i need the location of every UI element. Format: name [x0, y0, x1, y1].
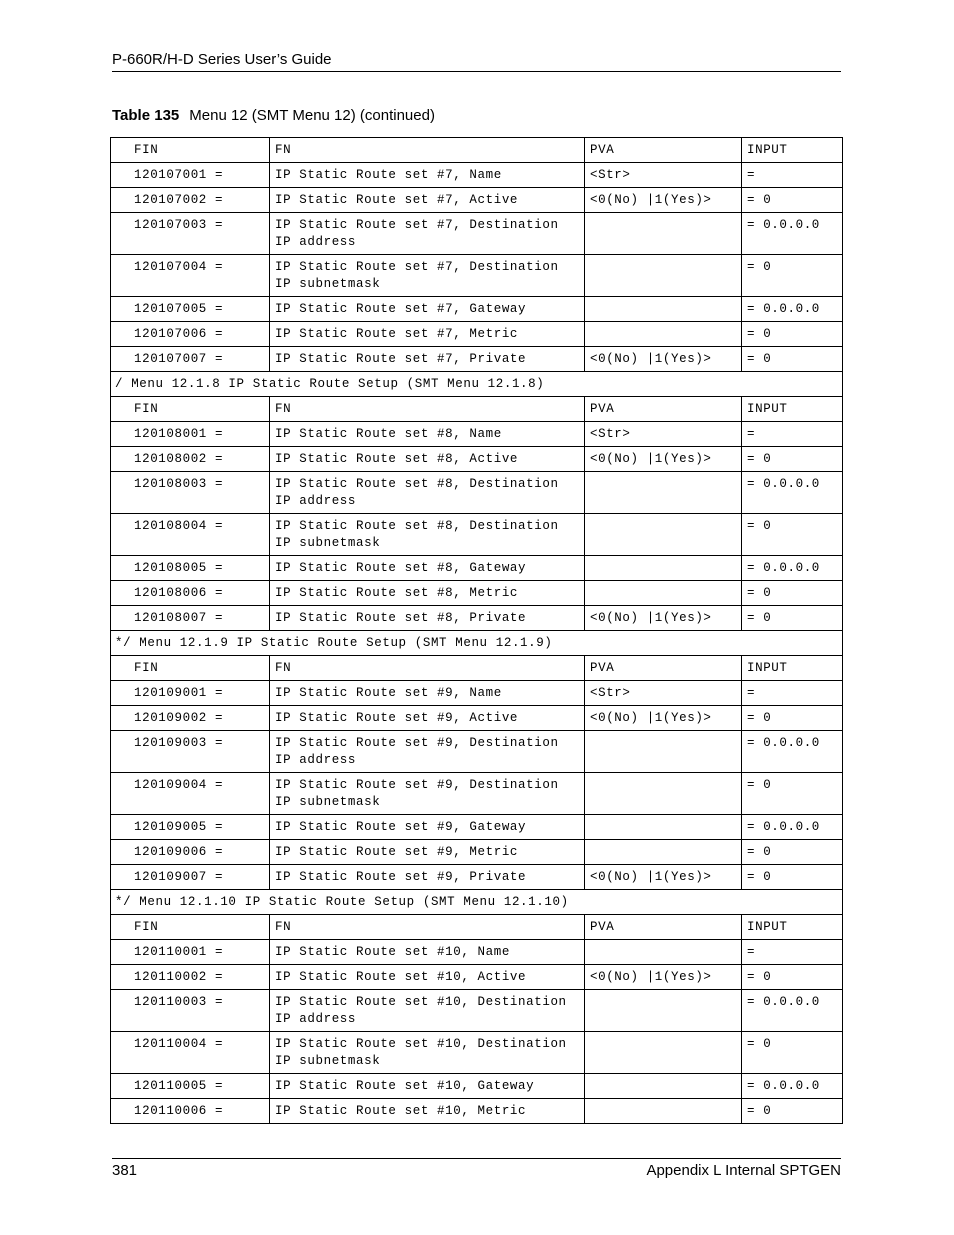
cell-input: = 0.0.0.0 — [742, 472, 843, 514]
cell-fn: IP Static Route set #8, Destination IP address — [270, 472, 585, 514]
cell-pva — [585, 840, 742, 865]
header-cell-input: INPUT — [742, 397, 843, 422]
cell-fin: 120108003 = — [111, 472, 270, 514]
header-cell-pva: PVA — [585, 656, 742, 681]
cell-fin: 120107007 = — [111, 347, 270, 372]
table-row — [111, 773, 843, 815]
cell-pva — [585, 322, 742, 347]
header-divider — [112, 71, 841, 72]
cell-fn: IP Static Route set #10, Metric — [270, 1099, 585, 1124]
cell-fn: IP Static Route set #9, Active — [270, 706, 585, 731]
header-cell-fin: FIN — [111, 656, 270, 681]
cell-input: = 0 — [742, 1032, 843, 1074]
cell-pva — [585, 514, 742, 556]
header-cell-fn: FN — [270, 138, 585, 163]
table-row — [111, 188, 843, 213]
table-row — [111, 297, 843, 322]
cell-input: = 0.0.0.0 — [742, 815, 843, 840]
table-row — [111, 731, 843, 773]
cell-pva — [585, 255, 742, 297]
cell-input: = — [742, 422, 843, 447]
cell-fn: IP Static Route set #9, Private — [270, 865, 585, 890]
cell-fin: 120110001 = — [111, 940, 270, 965]
section-title-cell: */ Menu 12.1.10 IP Static Route Setup (SMT Menu 12.1.10) — [111, 890, 843, 915]
cell-fin: 120107004 = — [111, 255, 270, 297]
section-row — [111, 372, 843, 397]
table-row — [111, 556, 843, 581]
cell-pva: <0(No) |1(Yes)> — [585, 606, 742, 631]
cell-pva: <0(No) |1(Yes)> — [585, 347, 742, 372]
cell-input: = 0.0.0.0 — [742, 731, 843, 773]
section-title-cell: */ Menu 12.1.9 IP Static Route Setup (SMT Menu 12.1.9) — [111, 631, 843, 656]
cell-input: = 0.0.0.0 — [742, 297, 843, 322]
table-row — [111, 706, 843, 731]
cell-fin: 120108006 = — [111, 581, 270, 606]
cell-fn: IP Static Route set #10, Gateway — [270, 1074, 585, 1099]
cell-fin: 120107001 = — [111, 163, 270, 188]
cell-fn: IP Static Route set #7, Active — [270, 188, 585, 213]
cell-fin: 120109004 = — [111, 773, 270, 815]
cell-pva: <Str> — [585, 163, 742, 188]
cell-input: = 0.0.0.0 — [742, 1074, 843, 1099]
column-header-row — [111, 397, 843, 422]
header-cell-fn: FN — [270, 397, 585, 422]
cell-pva: <Str> — [585, 422, 742, 447]
table-row — [111, 347, 843, 372]
cell-fn: IP Static Route set #9, Name — [270, 681, 585, 706]
table-row — [111, 322, 843, 347]
cell-input: = 0 — [742, 840, 843, 865]
cell-pva — [585, 990, 742, 1032]
cell-input: = 0.0.0.0 — [742, 990, 843, 1032]
cell-fn: IP Static Route set #10, Name — [270, 940, 585, 965]
cell-input: = — [742, 163, 843, 188]
cell-fn: IP Static Route set #7, Gateway — [270, 297, 585, 322]
cell-fn: IP Static Route set #7, Metric — [270, 322, 585, 347]
table-row — [111, 840, 843, 865]
cell-fin: 120110006 = — [111, 1099, 270, 1124]
cell-fin: 120109001 = — [111, 681, 270, 706]
cell-fin: 120108001 = — [111, 422, 270, 447]
table-caption-label: Table 135 — [112, 107, 180, 124]
cell-fn: IP Static Route set #8, Gateway — [270, 556, 585, 581]
cell-fn: IP Static Route set #9, Destination IP address — [270, 731, 585, 773]
header-cell-fin: FIN — [111, 397, 270, 422]
header-cell-pva: PVA — [585, 138, 742, 163]
cell-fn: IP Static Route set #8, Private — [270, 606, 585, 631]
table-row — [111, 163, 843, 188]
cell-pva: <Str> — [585, 681, 742, 706]
cell-fn: IP Static Route set #10, Destination IP subnetmask — [270, 1032, 585, 1074]
table-row — [111, 213, 843, 255]
section-row — [111, 890, 843, 915]
header-cell-pva: PVA — [585, 915, 742, 940]
cell-pva — [585, 213, 742, 255]
cell-input: = 0 — [742, 447, 843, 472]
footer-divider — [112, 1158, 841, 1159]
cell-fn: IP Static Route set #10, Active — [270, 965, 585, 990]
cell-fn: IP Static Route set #8, Name — [270, 422, 585, 447]
smt-menu-table — [110, 137, 843, 1124]
header-cell-input: INPUT — [742, 656, 843, 681]
header-cell-input: INPUT — [742, 138, 843, 163]
cell-pva — [585, 1099, 742, 1124]
table-row — [111, 255, 843, 297]
header-cell-fn: FN — [270, 915, 585, 940]
cell-fn: IP Static Route set #9, Gateway — [270, 815, 585, 840]
cell-input: = 0.0.0.0 — [742, 213, 843, 255]
header-cell-input: INPUT — [742, 915, 843, 940]
footer-section-title: Appendix L Internal SPTGEN — [646, 1162, 841, 1179]
cell-pva — [585, 1074, 742, 1099]
header-cell-fin: FIN — [111, 138, 270, 163]
cell-pva — [585, 815, 742, 840]
cell-fn: IP Static Route set #7, Name — [270, 163, 585, 188]
cell-input: = 0 — [742, 581, 843, 606]
cell-fin: 120110002 = — [111, 965, 270, 990]
cell-fin: 120110004 = — [111, 1032, 270, 1074]
cell-fin: 120108004 = — [111, 514, 270, 556]
cell-fin: 120109005 = — [111, 815, 270, 840]
cell-fin: 120107006 = — [111, 322, 270, 347]
cell-input: = 0 — [742, 773, 843, 815]
cell-pva — [585, 940, 742, 965]
table-caption — [112, 107, 435, 124]
table-row — [111, 865, 843, 890]
cell-fin: 120107002 = — [111, 188, 270, 213]
table-row — [111, 940, 843, 965]
cell-input: = 0 — [742, 347, 843, 372]
cell-fin: 120109007 = — [111, 865, 270, 890]
table-row — [111, 422, 843, 447]
cell-input: = 0 — [742, 322, 843, 347]
cell-fn: IP Static Route set #8, Active — [270, 447, 585, 472]
table-row — [111, 581, 843, 606]
cell-input: = 0 — [742, 1099, 843, 1124]
table-row — [111, 447, 843, 472]
header-cell-fn: FN — [270, 656, 585, 681]
cell-pva: <0(No) |1(Yes)> — [585, 706, 742, 731]
cell-pva — [585, 1032, 742, 1074]
cell-input: = 0 — [742, 606, 843, 631]
cell-pva: <0(No) |1(Yes)> — [585, 965, 742, 990]
cell-fin: 120108002 = — [111, 447, 270, 472]
cell-fn: IP Static Route set #8, Metric — [270, 581, 585, 606]
section-row — [111, 631, 843, 656]
cell-pva: <0(No) |1(Yes)> — [585, 447, 742, 472]
cell-pva — [585, 773, 742, 815]
table-row — [111, 1099, 843, 1124]
cell-input: = — [742, 940, 843, 965]
smt-menu-table-body — [111, 138, 843, 1124]
column-header-row — [111, 915, 843, 940]
cell-input: = — [742, 681, 843, 706]
cell-fin: 120108005 = — [111, 556, 270, 581]
cell-fn: IP Static Route set #7, Destination IP address — [270, 213, 585, 255]
cell-fin: 120110005 = — [111, 1074, 270, 1099]
table-row — [111, 1032, 843, 1074]
cell-input: = 0 — [742, 255, 843, 297]
cell-input: = 0 — [742, 865, 843, 890]
cell-input: = 0 — [742, 514, 843, 556]
cell-fin: 120109003 = — [111, 731, 270, 773]
page-header-title: P-660R/H-D Series User’s Guide — [112, 51, 332, 68]
cell-pva — [585, 472, 742, 514]
cell-input: = 0 — [742, 965, 843, 990]
cell-fn: IP Static Route set #9, Destination IP subnetmask — [270, 773, 585, 815]
cell-fin: 120109002 = — [111, 706, 270, 731]
cell-input: = 0 — [742, 706, 843, 731]
column-header-row — [111, 656, 843, 681]
table-row — [111, 1074, 843, 1099]
page-number: 381 — [112, 1162, 138, 1179]
cell-fn: IP Static Route set #7, Private — [270, 347, 585, 372]
cell-pva: <0(No) |1(Yes)> — [585, 188, 742, 213]
cell-pva — [585, 581, 742, 606]
cell-input: = 0 — [742, 188, 843, 213]
table-row — [111, 472, 843, 514]
cell-fin: 120107003 = — [111, 213, 270, 255]
table-row — [111, 965, 843, 990]
cell-fn: IP Static Route set #8, Destination IP subnetmask — [270, 514, 585, 556]
cell-fn: IP Static Route set #9, Metric — [270, 840, 585, 865]
header-cell-pva: PVA — [585, 397, 742, 422]
table-row — [111, 815, 843, 840]
cell-pva: <0(No) |1(Yes)> — [585, 865, 742, 890]
cell-pva — [585, 297, 742, 322]
table-row — [111, 606, 843, 631]
cell-pva — [585, 556, 742, 581]
cell-fin: 120110003 = — [111, 990, 270, 1032]
table-row — [111, 990, 843, 1032]
cell-input: = 0.0.0.0 — [742, 556, 843, 581]
header-cell-fin: FIN — [111, 915, 270, 940]
section-title-cell: / Menu 12.1.8 IP Static Route Setup (SMT Menu 12.1.8) — [111, 372, 843, 397]
table-caption-text: Menu 12 (SMT Menu 12) (continued) — [189, 107, 435, 124]
cell-pva — [585, 731, 742, 773]
cell-fn: IP Static Route set #7, Destination IP subnetmask — [270, 255, 585, 297]
cell-fn: IP Static Route set #10, Destination IP address — [270, 990, 585, 1032]
cell-fin: 120107005 = — [111, 297, 270, 322]
cell-fin: 120108007 = — [111, 606, 270, 631]
cell-fin: 120109006 = — [111, 840, 270, 865]
table-row — [111, 681, 843, 706]
column-header-row — [111, 138, 843, 163]
table-row — [111, 514, 843, 556]
